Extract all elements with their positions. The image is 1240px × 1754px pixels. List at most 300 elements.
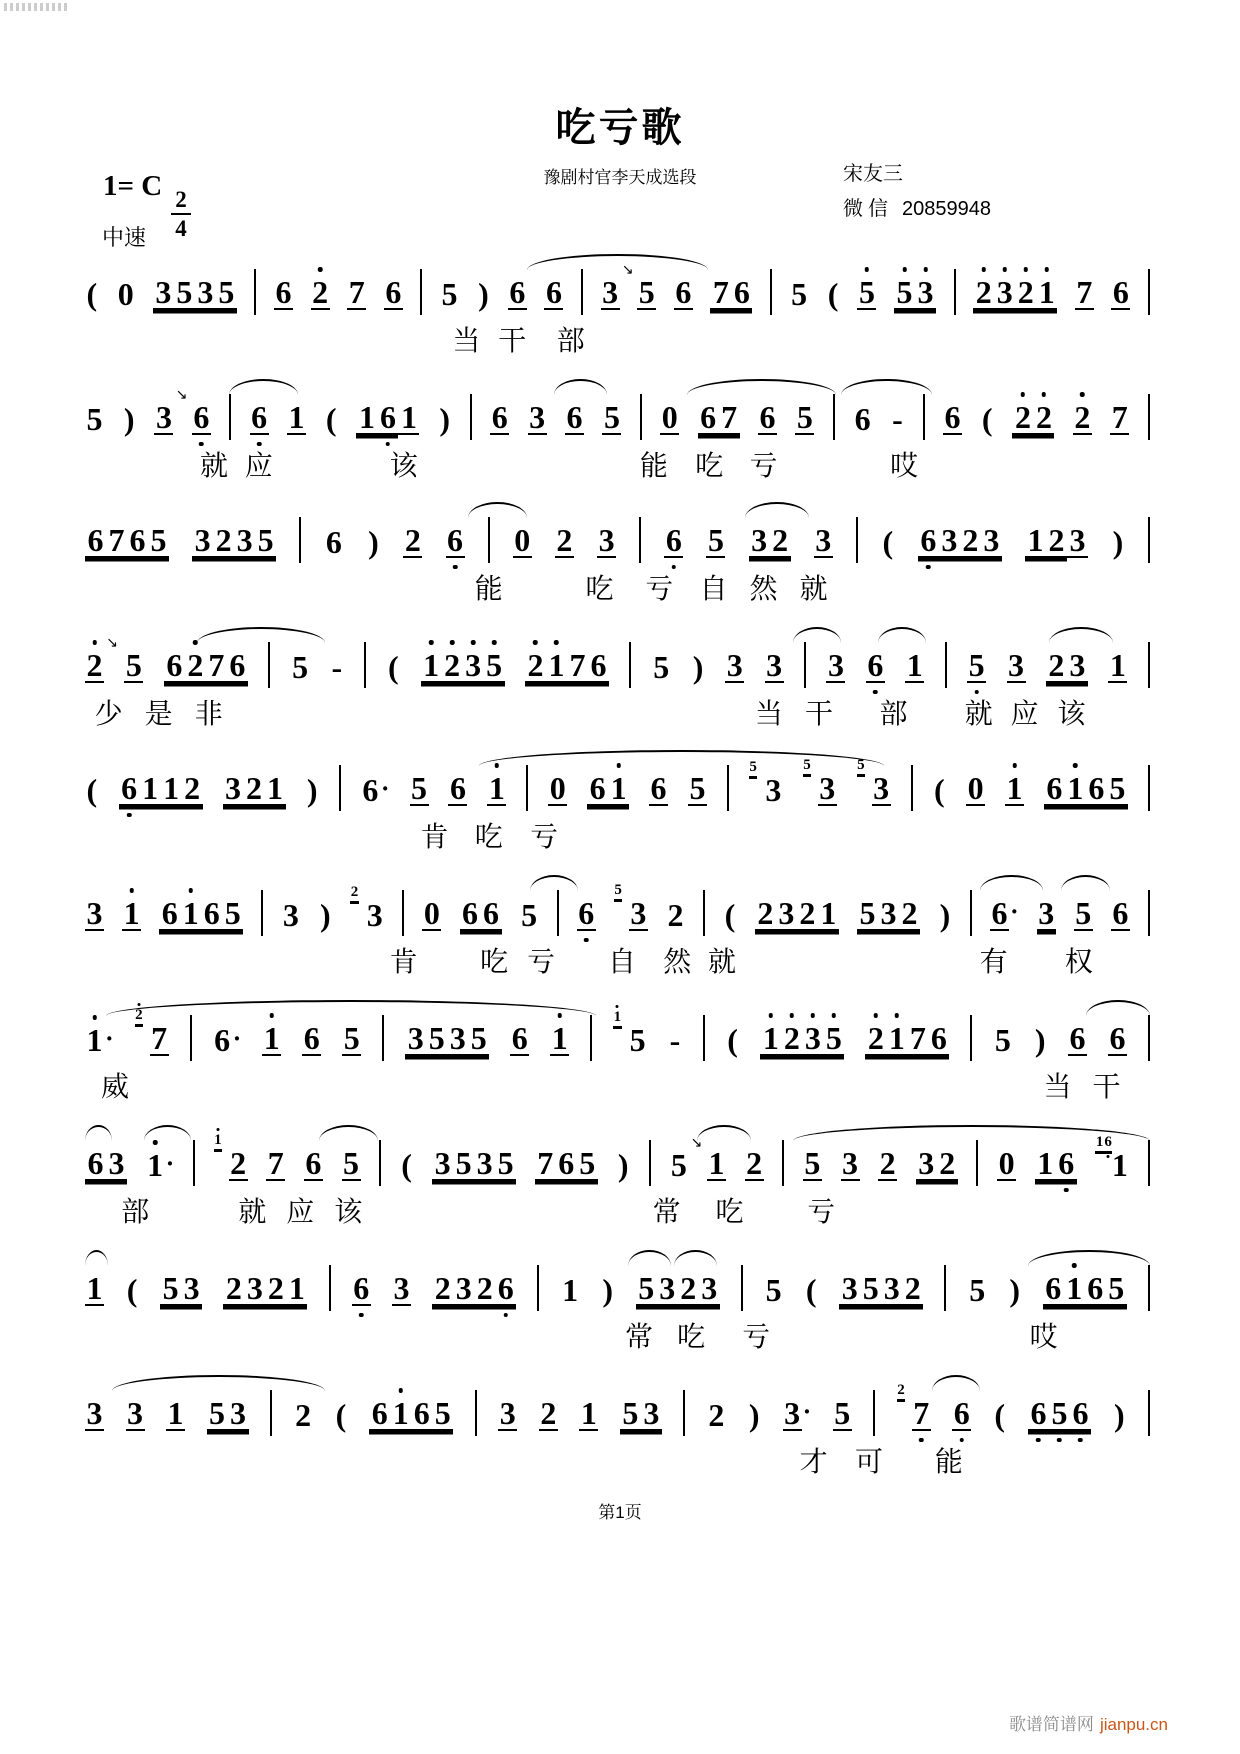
lyric: 该 [1057, 699, 1086, 730]
note [1033, 401, 1054, 435]
note-digit: 2 [295, 1397, 312, 1433]
grace-notes [350, 885, 359, 902]
note-digit: 6 [369, 1397, 390, 1431]
note-digit: 6 [578, 895, 595, 931]
note [781, 1022, 802, 1056]
note-digit: 5 [765, 1272, 782, 1308]
note-digit: 5 [629, 1022, 646, 1058]
note [641, 1397, 662, 1431]
note-digit: ( [126, 1272, 138, 1308]
barline [976, 1140, 978, 1186]
note [613, 1009, 647, 1058]
note-digit: 5 [796, 399, 813, 435]
note-digit: 2 [404, 522, 421, 558]
note-digit: 3 [223, 772, 244, 806]
lyric: 该 [389, 451, 418, 482]
note [601, 263, 634, 310]
note [1012, 401, 1033, 435]
grace-note: 2 [135, 1007, 143, 1023]
note-digit: 5 [804, 1145, 821, 1181]
note-digit: 3 [827, 647, 844, 683]
note [539, 1397, 558, 1431]
note-digit: ) [478, 276, 489, 312]
barline [911, 765, 913, 811]
note-digit: 0 [117, 276, 134, 312]
note [905, 649, 924, 683]
note [745, 1147, 764, 1181]
note [405, 1022, 426, 1056]
note [223, 772, 244, 806]
note [182, 772, 203, 806]
note-digit: ) [319, 897, 331, 933]
barline [703, 890, 705, 936]
note-digit: ) [748, 1397, 760, 1433]
note-digit: 2 [432, 1272, 453, 1306]
barline [741, 1265, 743, 1311]
lyric: 干 [804, 699, 833, 730]
note-digit: 1 [1035, 1147, 1056, 1181]
page-number: 第1页 [598, 1503, 642, 1522]
note-digit: ( [86, 276, 98, 312]
note [146, 1149, 175, 1181]
note [140, 772, 161, 806]
note-digit: 3 [784, 1395, 801, 1431]
note-digit: 0 [423, 895, 440, 931]
note [1075, 276, 1094, 310]
beamed-note-group [356, 401, 419, 435]
corner-scan-marks [4, 3, 68, 11]
note [891, 403, 905, 435]
note [669, 1136, 703, 1183]
slur-arc [197, 627, 325, 643]
note-digit: 2 [230, 1145, 247, 1181]
note [463, 649, 484, 683]
barline [804, 642, 806, 688]
beamed-note-group [160, 1272, 202, 1306]
note [795, 401, 814, 435]
beamed-note-group [85, 1147, 127, 1181]
note-digit: 3 [842, 1145, 859, 1181]
note [725, 649, 744, 683]
note [392, 1272, 411, 1306]
music-line-10 [85, 1373, 1150, 1476]
note-digit: 5 [860, 1272, 881, 1306]
note-digit: 1 [1064, 1272, 1085, 1306]
barline [683, 1390, 685, 1436]
note-digit: 3 [873, 770, 890, 806]
notes-row [85, 625, 1150, 683]
note [510, 1022, 529, 1056]
lyric: 威 [100, 1072, 129, 1103]
beamed-note-group [1025, 524, 1088, 558]
note-digit: ) [1114, 1397, 1125, 1433]
barline [923, 394, 925, 440]
note [266, 1147, 285, 1181]
note-digit: 6 [85, 1147, 106, 1181]
lyric: 就 [964, 699, 993, 730]
note [1007, 649, 1026, 683]
note-digit: 6 [509, 274, 526, 310]
note [839, 1272, 860, 1306]
note [616, 1149, 630, 1181]
note [350, 884, 384, 933]
note [487, 772, 506, 806]
note-digit: 7 [1111, 399, 1128, 435]
note [902, 1272, 923, 1306]
note-digit: 1 [123, 895, 140, 931]
note [85, 1147, 106, 1181]
dotted-note-dot: · [380, 774, 390, 803]
note [474, 1147, 495, 1181]
note-digit: 1 [760, 1022, 781, 1056]
grace-note: 2 [350, 884, 359, 900]
note-digit: 5 [453, 1147, 474, 1181]
beamed-note-group [865, 1022, 949, 1056]
note [291, 651, 310, 683]
note [495, 1147, 516, 1181]
lyric: 有 [979, 947, 1008, 978]
note-digit: 1 [1006, 770, 1023, 806]
note-digit: 6 [556, 1147, 577, 1181]
note-digit: 1 [356, 401, 377, 435]
note [122, 403, 136, 435]
beamed-note-group [525, 649, 609, 683]
note [85, 774, 99, 806]
note [652, 651, 671, 683]
note [993, 1024, 1012, 1056]
lyric: 干 [1092, 1072, 1121, 1103]
note-digit: 2 [525, 649, 546, 683]
barline [1148, 1015, 1150, 1061]
note-digit: 5 [1107, 772, 1128, 806]
note-digit: 6 [867, 647, 884, 683]
note-digit: ( [86, 772, 98, 808]
barline [475, 1390, 477, 1436]
note [823, 1022, 844, 1056]
note-digit: 6 [164, 649, 185, 683]
note-digit: 2 [540, 1395, 557, 1431]
note [818, 897, 839, 931]
note [1074, 897, 1093, 931]
song-title: 吃亏歌 [555, 106, 685, 150]
barline [526, 765, 528, 811]
note [637, 276, 656, 310]
lyric: 应 [1010, 699, 1039, 730]
note [758, 401, 777, 435]
note [287, 401, 306, 435]
note-digit: 6 [460, 897, 481, 931]
note [400, 1149, 414, 1181]
barline [856, 517, 858, 563]
downward-slide-icon: ↘ [621, 263, 634, 278]
note-digit: 6 [1086, 772, 1107, 806]
barline [970, 890, 972, 936]
note [886, 1022, 907, 1056]
note [426, 1022, 447, 1056]
watermark-url: jianpu.cn [1099, 1715, 1168, 1734]
slur-arc [112, 1375, 325, 1391]
note-digit: 3 [630, 895, 647, 931]
note-digit: 3 [86, 895, 103, 931]
note-digit: 6 [275, 274, 292, 310]
barline [970, 1015, 972, 1061]
note-digit: 5 [207, 1397, 228, 1431]
note-digit: 6 [305, 1145, 322, 1181]
note [577, 1147, 598, 1181]
music-line-2 [85, 377, 1150, 480]
note [918, 524, 939, 558]
note [747, 1399, 761, 1431]
barline [833, 394, 835, 440]
note [85, 403, 104, 435]
note-digit: 5 [638, 274, 655, 310]
lyric: 能 [934, 1447, 963, 1478]
note-digit: 6 [1043, 1272, 1064, 1306]
note [192, 524, 213, 558]
note-digit: ( [724, 897, 736, 933]
note-digit: 3 [878, 897, 899, 931]
barline [873, 1390, 875, 1436]
note-digit: 3 [192, 524, 213, 558]
note-digit: 6 [1112, 895, 1129, 931]
beamed-note-group [421, 649, 505, 683]
note-digit: 6 [1044, 772, 1065, 806]
note-digit: 6 [953, 1395, 970, 1431]
note-digit: 5 [1049, 1397, 1070, 1431]
lyric: 才 [799, 1447, 828, 1478]
grace-notes [897, 1383, 906, 1400]
note-digit: 6 [491, 399, 508, 435]
grace-notes [613, 1010, 622, 1027]
note [699, 1272, 720, 1306]
note [520, 899, 539, 931]
note-digit: ) [1009, 1272, 1021, 1308]
note-digit: 2 [442, 649, 463, 683]
note [106, 1147, 127, 1181]
note [460, 897, 481, 931]
note-digit: 6 [362, 772, 379, 808]
note [1110, 401, 1129, 435]
note [228, 1397, 249, 1431]
note-digit: 1 [708, 1145, 725, 1181]
barline [364, 642, 366, 688]
note [498, 1397, 517, 1431]
wechat-contact [843, 192, 991, 221]
beamed-note-group [223, 1272, 307, 1306]
note [495, 1272, 516, 1306]
notes-row [85, 500, 1150, 558]
watermark-site-name: 歌谱简谱网 [1008, 1715, 1094, 1734]
note [674, 276, 693, 310]
beamed-note-group [894, 276, 936, 310]
note [688, 772, 707, 806]
note [707, 1399, 726, 1431]
beamed-note-group [698, 401, 740, 435]
note-digit: 5 [222, 897, 243, 931]
slur-arc [878, 627, 926, 643]
lyric: 哎 [890, 451, 919, 482]
note [286, 1272, 307, 1306]
note-digit: 1 [421, 649, 442, 683]
note [135, 1007, 169, 1056]
lyric: 非 [194, 699, 223, 730]
note-digit: 6 [545, 274, 562, 310]
note-digit: 6 [1028, 1397, 1049, 1431]
note [577, 897, 596, 931]
note-digit: 6 [411, 1397, 432, 1431]
note-digit: 2 [182, 772, 203, 806]
beamed-note-group [432, 1272, 516, 1306]
note [707, 1147, 726, 1181]
note [548, 772, 567, 806]
note-digit: 1 [608, 772, 629, 806]
note [361, 774, 390, 806]
barline [1148, 517, 1150, 563]
lyrics-row [85, 1315, 1150, 1351]
note [1036, 276, 1057, 310]
note-digit: 3 [393, 1270, 410, 1306]
lyric: 吃 [715, 1197, 744, 1228]
note [897, 1382, 931, 1431]
note-digit: 6 [731, 276, 752, 310]
lyric: 吃 [480, 947, 509, 978]
note [160, 1272, 181, 1306]
downward-slide-icon: ↘ [175, 388, 188, 403]
dotted-note-dot: · [802, 1397, 812, 1426]
grace-note: 5 [614, 882, 622, 898]
note [125, 1274, 139, 1306]
note [192, 401, 211, 435]
beamed-note-group [1028, 1397, 1091, 1431]
beamed-note-group [620, 1397, 662, 1431]
note [446, 524, 465, 558]
note [952, 1397, 971, 1431]
note [213, 1024, 242, 1056]
note-digit: 2 [708, 1397, 725, 1433]
note [938, 899, 952, 931]
grace-note: 5 [857, 757, 865, 773]
note [907, 1022, 928, 1056]
note [398, 401, 419, 435]
grace-note: 2 [897, 1382, 905, 1398]
note-digit: 3 [916, 1147, 937, 1181]
note-digit: 6 [447, 522, 463, 558]
note [878, 897, 899, 931]
note [122, 897, 141, 931]
slur-arc [674, 1250, 717, 1266]
note-digit: 5 [791, 276, 808, 312]
note-digit: 5 [174, 276, 195, 310]
note-digit: - [892, 401, 903, 437]
note [1108, 1022, 1127, 1056]
note [1049, 1397, 1070, 1431]
note-digit: ) [939, 897, 951, 933]
slur-arc [229, 379, 298, 395]
beamed-note-group [369, 1397, 453, 1431]
note [567, 649, 588, 683]
beamed-note-group [839, 1272, 923, 1306]
lyric: 能 [639, 451, 668, 482]
note [85, 1272, 104, 1306]
slur-arc [1049, 627, 1113, 643]
barline [488, 517, 490, 563]
barline [782, 1140, 784, 1186]
slur-arc [841, 379, 932, 395]
note [668, 1024, 682, 1056]
note [432, 1397, 453, 1431]
lyric: 亏 [807, 1197, 836, 1228]
note-digit: 6 [588, 649, 609, 683]
grace-note: 1 [214, 1132, 222, 1148]
note-digit: 1 [1109, 647, 1126, 683]
note-digit: 7 [535, 1147, 556, 1181]
note-digit: 6 [511, 1020, 528, 1056]
note [216, 276, 237, 310]
note-digit: 5 [160, 1272, 181, 1306]
notes-row [85, 873, 1150, 931]
note [161, 772, 182, 806]
note [411, 1397, 432, 1431]
note-digit: 6 [928, 1022, 949, 1056]
beamed-note-group [164, 649, 248, 683]
grace-note: 1 [1095, 1134, 1104, 1150]
note-digit: 5 [823, 1022, 844, 1056]
note [973, 276, 994, 310]
lyrics-row [85, 319, 1150, 355]
note [119, 772, 140, 806]
note-digit: 6 [495, 1272, 516, 1306]
note-digit: 2 [865, 1022, 886, 1056]
note-digit: 2 [1074, 399, 1091, 435]
lyric: 就 [799, 574, 828, 605]
lyric: 就 [238, 1197, 267, 1228]
note-digit: 0 [549, 770, 566, 806]
wechat-label: 微 信 [843, 198, 888, 220]
note [432, 1147, 453, 1181]
music-line-8 [85, 1123, 1150, 1226]
lyric: 当 [1043, 1072, 1072, 1103]
note [265, 1272, 286, 1306]
note [860, 1272, 881, 1306]
note-digit: 2 [1033, 401, 1054, 435]
note-digit: 0 [998, 1145, 1015, 1181]
beamed-note-group [1043, 1272, 1127, 1306]
note-digit: 1 [265, 772, 286, 806]
downward-slide-icon: ↘ [690, 1136, 703, 1151]
note [153, 276, 174, 310]
beamed-note-group [223, 772, 286, 806]
note-digit: 5 [689, 770, 706, 806]
slur-arc [687, 379, 836, 395]
note-digit: ( [727, 1022, 738, 1058]
note-digit: 2 [213, 524, 234, 558]
note [448, 772, 467, 806]
note [126, 1397, 145, 1431]
note-digit: 6 [1112, 274, 1129, 310]
dotted-note-dot: · [165, 1149, 175, 1178]
slur-arc [527, 254, 708, 270]
note-digit: 6 [385, 274, 402, 310]
note-digit: - [331, 649, 343, 685]
note [352, 1272, 371, 1306]
note-digit: ( [994, 1397, 1005, 1433]
note [899, 897, 920, 931]
note [760, 1022, 781, 1056]
note-digit: 6 [854, 401, 871, 437]
barline [581, 269, 583, 315]
note [410, 772, 429, 806]
note-digit: 7 [719, 401, 740, 435]
